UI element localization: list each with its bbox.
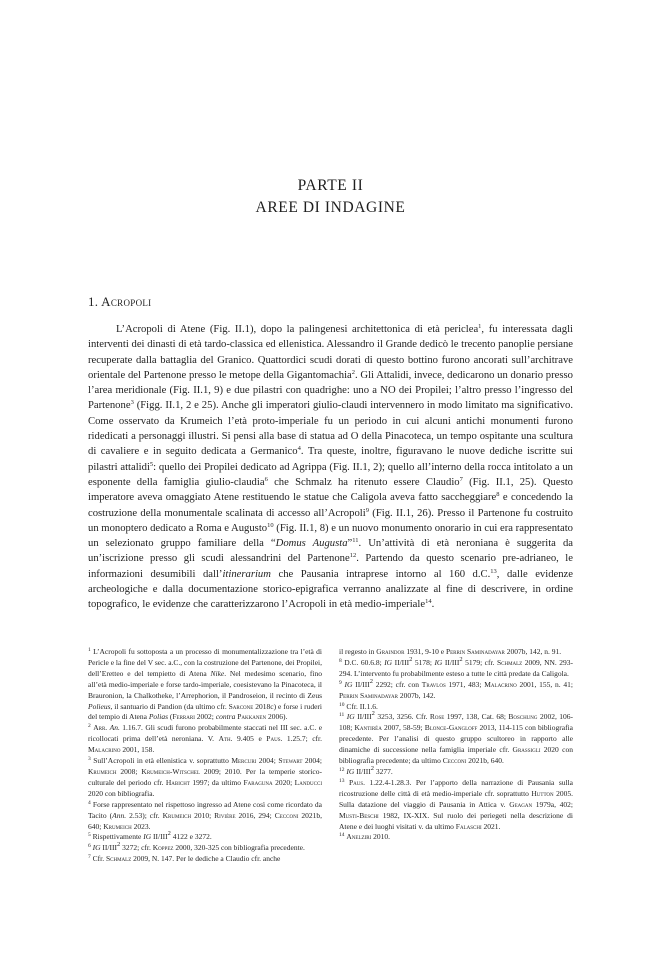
footnote <box>88 854 322 865</box>
footnote-text: L’Acropoli fu sottoposta a un processo di monumentalizzazione tra l’età di Pericle e la fine del V sec. a.C., con la costruzione del Partenone, dei Propilei, dell’Eretteo e del tempietto di Atena Nike. Nel medesimo scenario, fino all’età medio-imperiale e forse tardo-imperiale, coesistevano la Pinacoteca, il Brauronion, la Chalkotheke, l’Arrephorion, il Pandroseion, il recinto di Zeus Polieus, il santuario di Pandion (da ultimo cfr. Sarcone 2018c) e forse i ruderi del tempio di Atena Polias (Ferrari 2002; contra Pakkanen 2006). <box>88 647 322 722</box>
footnote <box>339 677 574 702</box>
footnote-text: Cfr. Schmalz 2009, N. 147. Per le dediche a Claudio cfr. anche <box>92 854 281 864</box>
part-heading <box>88 175 573 219</box>
footnotes <box>88 647 573 865</box>
footnote-text: il regesto in Graindor 1931, 9-10 e Perrin Saminadayar 2007b, 142, n. 91. <box>339 647 562 656</box>
footnote-number: 8 <box>339 657 342 664</box>
part-label: PARTE II <box>297 177 364 194</box>
footnote-number: 5 <box>88 832 91 839</box>
footnote-number: 1 <box>88 647 91 653</box>
footnote-text: IG II/III$^2$ 3272; cfr. Koppez 2000, 320-325 con bibliografia precedente. <box>92 841 305 853</box>
footnote-number: 2 <box>88 723 91 730</box>
footnote-number: 6 <box>88 843 91 850</box>
footnote-text: D.C. 60.6.8; IG II/III$^2$ 5178; IG II/III$^2$ 5179; cfr. Schmalz 2009, NN. 293-294. L’intervento fu probabilmente esteso a tutte le città predate da Caligola. <box>339 655 573 678</box>
footnote-text: IG II/III$^2$ 2292; cfr. con Travlos 1971, 483; Malacrino 2001, 155, n. 41; Perrin Saminadayar 2007b, 142. <box>339 677 574 700</box>
footnote-text: Forse rappresentato nel rispettoso ingresso ad Atene così come ricordato da Tacito (Ann. 2.53); cfr. Krumeich 2010; Rivière 2016, 294; Cecconi 2021b, 640; Krumeich 2023. <box>88 799 323 831</box>
footnote-text: Anelziri 2010. <box>346 832 390 842</box>
body-paragraph: L’Acropoli di Atene (Fig. II.1), dopo la palingenesi architettonica di età periclea$^1$, fu interessata dagli interventi dei dinasti di età tardo-classica ed ellenistica. Alessandro il Grande dedicò le trecento panoplie persiane recuperate dalla battaglia del Granico. Quattordici scudi dorati di questo bottino furono ancorati sull’architrave orientale del Partenone presso le metope della Gigantomachia$^2$. Gli Attalidi, invece, dedicarono un donario presso l’area meridionale (Fig. II.1, 9) e due pilastri con quadrighe: uno a NO dei Propilei; l’altro presso l’ingresso del Partenone$^3$ (Figg. II.1, 2 e 25). Anche gli imperatori giulio-claudi intervennero in modo limitato ma significativo. Come osservato da Krumeich l’età proto-imperiale fu un periodo in cui alcuni antichi monumenti furono ridedicati a personaggi illustri. Si pensi alla base di statua ad O della Pinacoteca, un tempo ospitante una scultura di cavaliere e in seguito dedicata a Germanico$^4$. Tra queste, inoltre, figuravano le nuove dediche iscritte sui pilastri attalidi$^5$: quello dei Propilei dedicato ad Agrippa (Fig. II.1, 2); quello all’interno della rocca intitolato a un esponente della famiglia giulio-claudia$^6$ che Schmalz ha ritenuto essere Claudio$^7$ (Fig. II.1, 25). Questo imperatore aveva omaggiato Atene restituendo le statue che Caligola aveva fatto saccheggiare$^8$ e concedendo la costruzione della monumentale scalinata di accesso all’Acropoli$^9$ (Fig. II.1, 26). Presso il Partenone fu costruito un monoptero dedicato a Roma e Augusto$^{10}$ (Fig. II.1, 8) e un nuovo monumento onorario in cui era rappresentato un selezionato gruppo familiare della “Domus Augusta”$^{11}$. Un’attività di età neroniana è suggerita da un’iscrizione presso gli scudi alessandrini del Partenone$^{12}$. Partendo da questo scenario pre-adrianeo, le informazioni desumibili dall’itinerarium che Pausania intraprese intorno al 160 d.C.$^{13}$, dalle evidenze archeologiche e dalla documentazione storico-epigrafica verranno analizzate al fine di descrivere, in ordine topografico, le evidenze che caratterizzarono l’Acropoli in età medio-imperiale$^{14}$. <box>88 323 574 611</box>
footnote-number: 10 <box>339 701 345 708</box>
footnotes-left-column <box>88 647 322 865</box>
footnote <box>88 843 322 854</box>
footnote <box>339 655 573 680</box>
footnotes-right-column <box>339 647 573 865</box>
footnote-number: 7 <box>88 854 91 861</box>
footnote <box>88 800 322 833</box>
footnote-text: Cfr. II.1.6. <box>346 701 378 711</box>
footnote <box>88 723 322 756</box>
footnote-number: 3 <box>88 756 91 763</box>
footnote <box>339 712 573 767</box>
footnote-number: 14 <box>339 832 345 839</box>
section-title: 1. Acropoli <box>88 294 152 309</box>
footnote <box>339 764 573 778</box>
footnote <box>339 647 573 658</box>
footnote-text: Arr. An. 1.16.7. Gli scudi furono probabilmente staccati nel III sec. a.C. e ricollocati prima dell’età neroniana. V. Ath. 9.405 e Paus. 1.25.7; cfr. Malacrino 2001, 158. <box>88 723 323 755</box>
footnote-text: Rispettivamente IG II/III$^2$ 4122 e 3272. <box>92 830 212 842</box>
footnote <box>88 756 322 800</box>
part-title: AREE DI INDAGINE <box>255 199 406 216</box>
footnote-number: 12 <box>339 766 345 773</box>
footnote <box>339 832 573 843</box>
footnote-number: 9 <box>339 679 342 686</box>
footnote-text: IG II/III$^2$ 3253, 3256. Cfr. Rose 1997, 138, Cat. 68; Boschung 2002, 106-108; Kantiréa 2007, 58-59; Blonce-Gangloff 2013, 114-115 con bibliografia precedente. Per l’analisi di questo gruppo scultoreo in rapporto alle dinamiche di successione nella famiglia imperiale cfr. Grassigli 2020 con bibliografia precedente; da ultimo Cecconi 2021b, 640. <box>339 710 574 766</box>
footnote <box>88 647 322 723</box>
footnote-text: Sull’Acropoli in età ellenistica v. soprattutto Mercuri 2004; Stewart 2004; Krumeich 2008; Krumeich-Witschel 2009; 2010. Per la temperie storico-culturale del periodo cfr. Habicht 1997; da ultimo Faraguna 2020; Landucci 2020 con bibliografia. <box>88 756 323 798</box>
footnote <box>88 832 322 843</box>
footnote <box>339 778 573 833</box>
footnote-number: 13 <box>339 777 345 784</box>
footnote-text: IG II/III$^2$ 3277. <box>346 764 393 776</box>
footnote-number: 4 <box>88 799 91 806</box>
book-page <box>88 0 573 959</box>
footnote-text: Paus. 1.22.4-1.28.3. Per l’apporto della narrazione di Pausania sulla ricostruzione delle città di età medio-imperiale cfr. soprattutto Hutton 2005. Sulla datazione del viaggio di Pausania in Attica v. Geagan 1979a, 402; Musti-Beschi 1982, IX-XIX. Sul ruolo dei periegeti nella descrizione di Atene e dei luoghi visitati v. da ultimo Falaschi 2021. <box>339 777 574 831</box>
footnote-number: 11 <box>339 712 345 719</box>
